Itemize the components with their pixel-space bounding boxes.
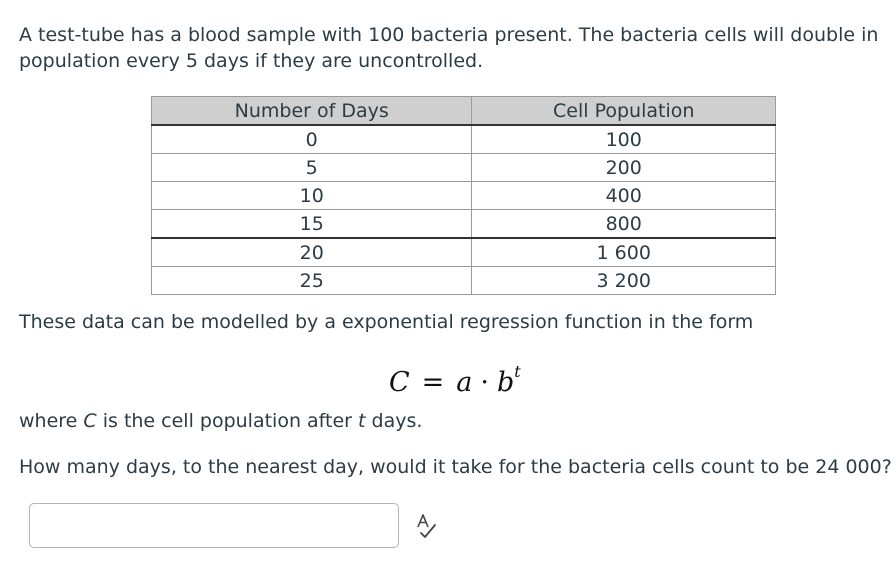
where-t-var: t <box>358 410 366 432</box>
cell-population: 3 200 <box>472 267 776 295</box>
cell-days: 15 <box>152 210 472 239</box>
table-header-row <box>152 97 776 126</box>
table-row <box>152 154 776 182</box>
cell-days: 10 <box>152 182 472 210</box>
formula-dot: · <box>480 367 489 398</box>
where-mid: is the cell population after <box>96 410 359 432</box>
cell-population: 400 <box>472 182 776 210</box>
formula-c: C <box>389 367 410 398</box>
where-c-var: C <box>83 410 97 432</box>
cell-population: 200 <box>472 154 776 182</box>
intro-line-1: A test-tube has a blood sample with 100 bacteria present. The bacteria cells will double in <box>19 24 879 46</box>
table-row <box>152 182 776 210</box>
cell-days: 20 <box>152 238 472 267</box>
data-table <box>151 96 776 295</box>
question-text: How many days, to the nearest day, would it take for the bacteria cells count to be 24 000? <box>19 456 892 478</box>
where-pre: where <box>19 410 84 432</box>
exponential-formula <box>389 352 521 403</box>
variable-definition <box>19 408 422 434</box>
answer-input[interactable] <box>29 503 399 548</box>
header-days: Number of Days <box>152 97 472 126</box>
intro-line-2: population every 5 days if they are uncontrolled. <box>19 50 484 72</box>
table-row <box>152 210 776 239</box>
cell-population: 100 <box>472 125 776 154</box>
where-post: days. <box>365 410 423 432</box>
formula-exponent: t <box>514 362 521 381</box>
cell-population: 800 <box>472 210 776 239</box>
table-row <box>152 267 776 295</box>
formula-b: b <box>497 367 515 398</box>
problem-intro <box>19 22 889 74</box>
cell-days: 25 <box>152 267 472 295</box>
formula-a: a <box>456 367 473 398</box>
model-description: These data can be modelled by a exponential regression function in the form <box>19 311 754 333</box>
cell-days: 5 <box>152 154 472 182</box>
cell-population: 1 600 <box>472 238 776 267</box>
formula-equals: = <box>421 367 445 398</box>
cell-days: 0 <box>152 125 472 154</box>
spellcheck-icon[interactable] <box>414 512 440 540</box>
header-population: Cell Population <box>472 97 776 126</box>
table-row <box>152 238 776 267</box>
table-row <box>152 125 776 154</box>
